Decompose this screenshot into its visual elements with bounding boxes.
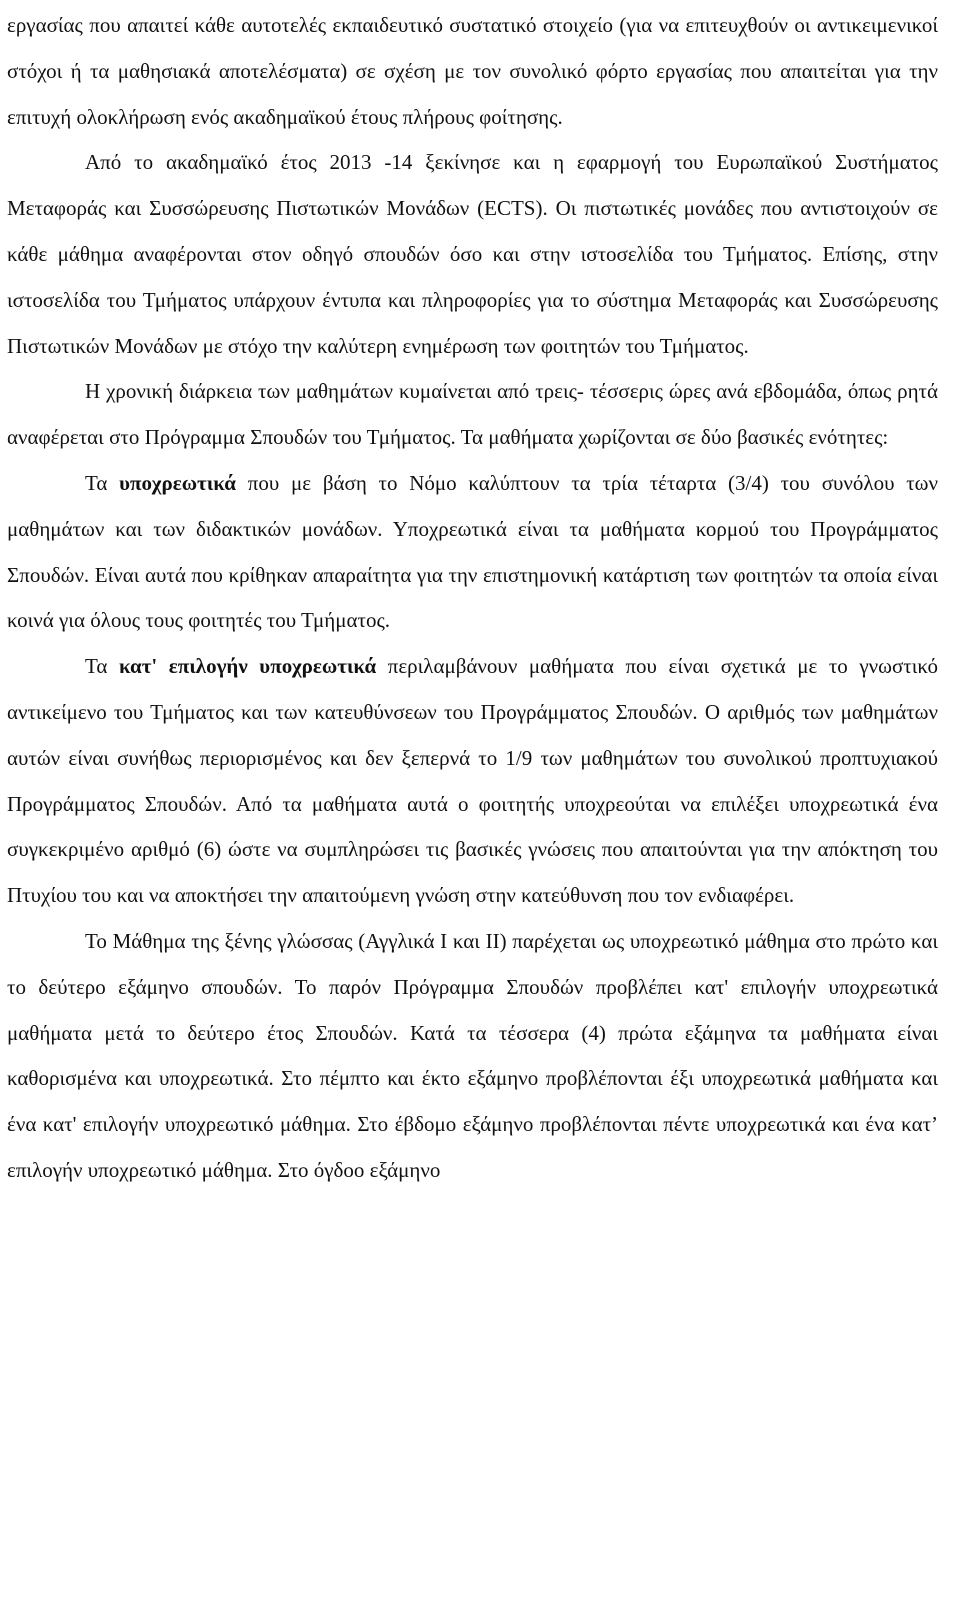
paragraph-text: Τα xyxy=(85,654,119,679)
paragraph-text: εργασίας που απαιτεί κάθε αυτοτελές εκπαιδευτικό συστατικό στοιχείο (για να επιτευχθούν οι αντικειμενικοί στόχοι ή τα μαθησιακά αποτελέσματα) σε σχέση με τον συνολικό φόρτο εργασίας που απαιτείται για την επιτυχή ολοκλήρωση ενός ακαδημαϊκού έτους πλήρους φοίτησης. xyxy=(7,13,938,129)
paragraph-workload xyxy=(7,3,938,140)
paragraph-foreign-language xyxy=(7,919,938,1194)
bold-term-mandatory: υποχρεωτικά xyxy=(119,470,237,495)
paragraph-text: που με βάση το Νόμο καλύπτουν τα τρία τέταρτα (3/4) του συνόλου των μαθημάτων και των διδακτικών μονάδων. Υποχρεωτικά είναι τα μαθήματα κορμού του Προγράμματος Σπουδών. Είναι αυτά που κρίθηκαν απαραίτητα για την επιστημονική κατάρτιση των φοιτητών τα οποία είναι κοινά για όλους τους φοιτητές του Τμήματος. xyxy=(7,470,938,633)
paragraph-elective-mandatory-courses xyxy=(7,644,938,919)
paragraph-text: Η χρονική διάρκεια των μαθημάτων κυμαίνεται από τρεις- τέσσερις ώρες ανά εβδομάδα, όπως ρητά αναφέρεται στο Πρόγραμμα Σπουδών του Τμήματος. Τα μαθήματα χωρίζονται σε δύο βασικές ενότητες: xyxy=(7,379,938,450)
paragraph-text: Το Μάθημα της ξένης γλώσσας (Αγγλικά I και II) παρέχεται ως υποχρεωτικό μάθημα στο πρώτο και το δεύτερο εξάμηνο σπουδών. Το παρόν Πρόγραμμα Σπουδών προβλέπει κατ' επιλογήν υποχρεωτικά μαθήματα μετά το δεύτερο έτος Σπουδών. Κατά τα τέσσερα (4) πρώτα εξάμηνα τα μαθήματα είναι καθορισμένα και υποχρεωτικά. Στο πέμπτο και έκτο εξάμηνο προβλέπονται έξι υποχρεωτικά μαθήματα και ένα κατ' επιλογήν υποχρεωτικό μάθημα. Στο έβδομο εξάμηνο προβλέπονται πέντε υποχρεωτικά και ένα κατ’ επιλογήν υποχρεωτικό μάθημα. Στο όγδοο εξάμηνο xyxy=(7,928,938,1182)
paragraph-text: Τα xyxy=(85,470,120,495)
bold-term-elective-mandatory: κατ' επιλογήν υποχρεωτικά xyxy=(118,654,377,679)
paragraph-text: περιλαμβάνουν μαθήματα που είναι σχετικά με το γνωστικό αντικείμενο του Τμήματος και των κατευθύνσεων του Προγράμματος Σπουδών. Ο αριθμός των μαθημάτων αυτών είναι συνήθως περιορισμένος και δεν ξεπερνά το 1/9 των μαθημάτων του συνολικού προπτυχιακού Προγράμματος Σπουδών. Από τα μαθήματα αυτά ο φοιτητής υποχρεούται να επιλέξει υποχρεωτικά ένα συγκεκριμένο αριθμό (6) ώστε να συμπληρώσει τις βασικές γνώσεις που απαιτούνται για την απόκτηση του Πτυχίου του και να αποκτήσει την απαιτούμενη γνώση στην κατεύθυνση που τον ενδιαφέρει. xyxy=(7,654,938,908)
paragraph-text: Από το ακαδημαϊκό έτος 2013 -14 ξεκίνησε και η εφαρμογή του Ευρωπαϊκού Συστήματος Μεταφοράς και Συσσώρευσης Πιστωτικών Μονάδων (ECTS). Οι πιστωτικές μονάδες που αντιστοιχούν σε κάθε μάθημα αναφέρονται στον οδηγό σπουδών όσο και στην ιστοσελίδα του Τμήματος. Επίσης, στην ιστοσελίδα του Τμήματος υπάρχουν έντυπα και πληροφορίες για το σύστημα Μεταφοράς και Συσσώρευσης Πιστωτικών Μονάδων με στόχο την καλύτερη ενημέρωση των φοιτητών του Τμήματος. xyxy=(7,150,938,358)
paragraph-course-duration xyxy=(7,369,938,461)
paragraph-ects xyxy=(7,140,938,369)
paragraph-mandatory-courses xyxy=(7,461,938,644)
